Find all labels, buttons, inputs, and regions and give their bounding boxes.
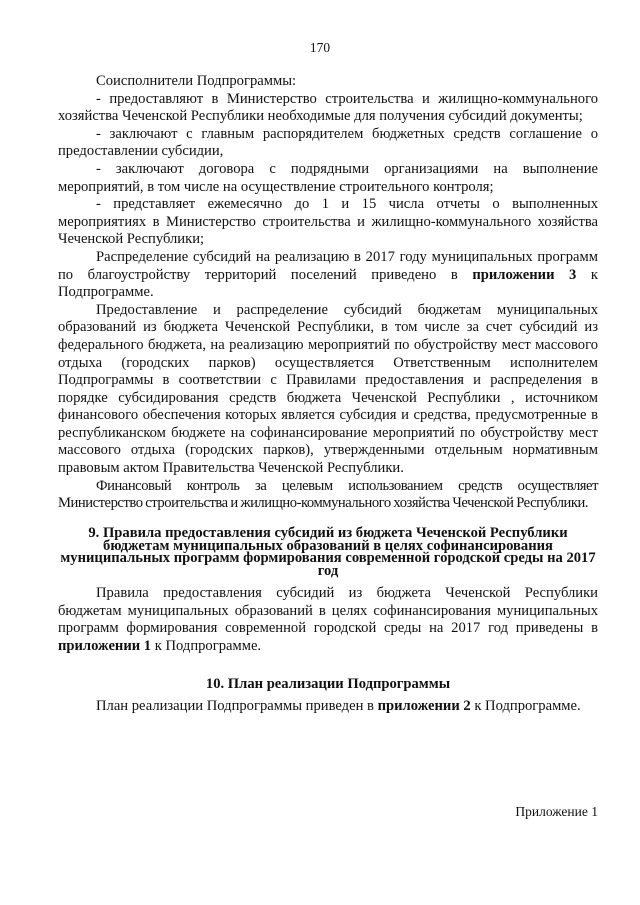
section-10-heading: 10. План реализации Подпрограммы	[205, 676, 451, 692]
paragraph-reports: - представляет ежемесячно до 1 и 15 числа отчеты о выполненных мероприятиях в Министерство строительства и жилищно-коммунального хозяйства Чеченской Республики;	[58, 196, 598, 248]
distribution-text-end: к Подпрограмме.	[58, 266, 598, 301]
section-9-paragraph	[58, 585, 598, 655]
section-10-text-end: к Подпрограмме.	[470, 698, 581, 714]
annex-2-reference: приложении 2	[377, 698, 471, 714]
section-9-text: Правила предоставления субсидий из бюджета Чеченской Республики бюджетам муниципальных образований в целях софинансирования муниципальных программ формирования современной городской среды на 2017 год приведены в	[58, 585, 598, 637]
paragraph-submit-documents: - предоставляют в Министерство строительства и жилищно-коммунального хозяйства Чеченской Республики необходимые для получения субсидий документы;	[58, 90, 598, 125]
annex-label: Приложение 1	[515, 804, 598, 819]
section-10-text: План реализации Подпрограммы приведен в	[96, 698, 378, 714]
distribution-text: Распределение субсидий на реализацию в 2017 году муниципальных программ по благоустройству территорий поселений приведено в	[58, 248, 598, 283]
section-10-body	[58, 698, 598, 716]
paragraph-coexecutors: Соисполнители Подпрограммы:	[96, 73, 297, 89]
annex-3-reference: приложении 3	[472, 266, 577, 283]
section-9-body	[58, 585, 598, 655]
section-9-heading: 9. Правила предоставления субсидий из бюджета Чеченской Республики бюджетам муниципальных образований в целях софинансирования муниципальных программ формирования современной городской среды на 2017 год	[60, 525, 596, 579]
section-10-paragraph	[58, 698, 598, 716]
page-number: 170	[309, 40, 331, 55]
paragraph-distribution	[58, 249, 598, 302]
annex-1-reference: приложении 1	[58, 637, 152, 654]
main-body	[58, 73, 598, 513]
paragraph-contracts: - заключают договора с подрядными организациями на выполнение мероприятий, в том числе на осуществление строительного контроля;	[58, 160, 598, 195]
paragraph-conclude-agreement: - заключают с главным распорядителем бюджетных средств соглашение о предоставлении субсидии,	[58, 125, 598, 160]
section-9-text-end: к Подпрограмме.	[151, 637, 262, 654]
paragraph-provision: Предоставление и распределение субсидий бюджетам муниципальных образований из бюджета Чеченской Республики, в том числе за счет субсидий из федерального бюджета, на реализацию мероприятий по обустройству мест массового отдыха (городских парков) осуществляется Ответственным исполнителем Подпрограммы в соответствии с Правилами предоставления и распределения в порядке субсидирования средств бюджета Чеченской Республики , источником финансового обеспечения которых является субсидия и средства, предусмотренные в республиканском бюджете на софинансирование мероприятий по обустройству мест массового отдыха (городских парков), утвержденными отдельным нормативным правовым актом Правительства Чеченской Республики.	[58, 301, 598, 477]
paragraph-financial-control: Финансовый контроль за целевым использованием средств осуществляет Министерство строительства и жилищно-коммунального хозяйства Чеченской Республики.	[58, 477, 598, 512]
